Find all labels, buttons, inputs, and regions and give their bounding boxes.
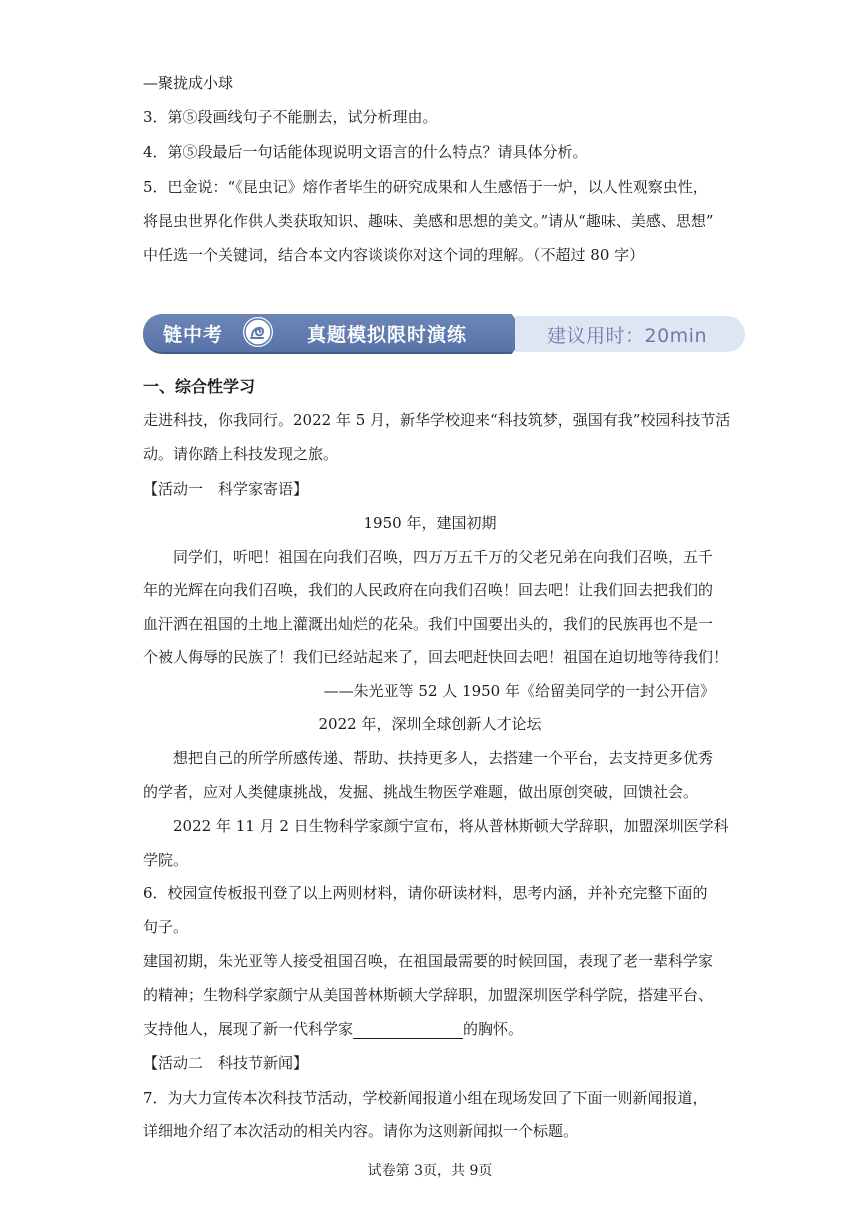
- material-2-line: 的学者，应对人类健康挑战，发掘、挑战生物医学难题，做出原创突破，回馈社会。: [143, 783, 699, 801]
- banner-suggested-time: 建议用时：20min: [547, 325, 708, 347]
- intro-line-2: 动。请你踏上科技发现之旅。: [143, 445, 339, 463]
- page-footer: 试卷第 3页，共 9页: [367, 1163, 493, 1179]
- question-6-line: 6．校园宣传板报刊登了以上两则材料，请你研读材料，思考内涵，并补充完整下面的: [143, 884, 708, 902]
- fill-text-after: 的胸怀。: [463, 1020, 524, 1038]
- question-7-line: 7．为大力宣传本次科技节活动，学校新闻报道小组在现场发回了下面一则新闻报道，: [143, 1089, 708, 1107]
- banner-title: 真题模拟限时演练: [307, 324, 468, 346]
- material-2-line: 想把自己的所学所感传递、帮助、扶持更多人，去搭建一个平台，去支持更多优秀: [173, 749, 714, 767]
- material-1-title: 1950 年，建国初期: [363, 514, 497, 532]
- swirl-icon: [243, 317, 273, 347]
- intro-line-1: 走进科技，你我同行。2022 年 5 月，新华学校迎来“科技筑梦，强国有我”校园科技节活: [143, 411, 731, 429]
- question-5-line-1: 5．巴金说：“《昆虫记》熔作者毕生的研究成果和人生感悟于一炉，以人性观察虫性，: [143, 178, 708, 196]
- activity-2-heading: 【活动二 科技节新闻】: [143, 1054, 309, 1072]
- question-6-line: 句子。: [143, 918, 189, 936]
- material-2-note: 2022 年 11 月 2 日生物科学家颜宁宣布，将从普林斯顿大学辞职，加盟深圳医学科: [173, 817, 729, 835]
- question-5-line-2: 将昆虫世界化作供人类获取知识、趣味、美感和思想的美文。”请从“趣味、美感、思想”: [143, 212, 714, 230]
- material-1-line: 同学们，听吧！祖国在向我们召唤，四万万五千万的父老兄弟在向我们召唤，五千: [173, 548, 714, 566]
- question-5-line-3: 中任选一个关键词，结合本文内容谈谈你对这个词的理解。（不超过 80 字）: [143, 246, 645, 264]
- activity-1-heading: 【活动一 科学家寄语】: [143, 480, 309, 498]
- material-1-signature: ——朱光亚等 52 人 1950 年《给留美同学的一封公开信》: [323, 682, 715, 700]
- text-line: —聚拢成小球: [143, 74, 234, 92]
- section-heading: 一、综合性学习: [143, 377, 256, 396]
- material-1-line: 个被人侮辱的民族了！我们已经站起来了，回去吧赶快回去吧！祖国在迫切地等待我们！: [143, 648, 729, 666]
- material-1-line: 年的光辉在向我们召唤，我们的人民政府在向我们召唤！回去吧！让我们回去把我们的: [143, 581, 714, 599]
- question-6-line: 的精神；生物科学家颜宁从美国普林斯顿大学辞职，加盟深圳医学科学院，搭建平台、: [143, 986, 714, 1004]
- question-6-fill-line: [143, 1019, 523, 1039]
- banner-right-panel: [515, 316, 745, 352]
- material-1-line: 血汗洒在祖国的土地上灌溉出灿烂的花朵。我们中国要出头的，我们的民族再也不是一: [143, 615, 714, 633]
- section-banner: [143, 314, 745, 354]
- material-2-note: 学院。: [143, 851, 189, 869]
- material-2-title: 2022 年，深圳全球创新人才论坛: [318, 715, 542, 733]
- question-7-line: 详细地介绍了本次活动的相关内容。请你为这则新闻拟一个标题。: [143, 1122, 579, 1140]
- question-4: 4．第⑤段最后一句话能体现说明文语言的什么特点？请具体分析。: [143, 143, 588, 161]
- question-3: 3．第⑤段画线句子不能删去，试分析理由。: [143, 108, 438, 126]
- answer-blank[interactable]: [353, 1022, 463, 1039]
- question-6-line: 建国初期，朱光亚等人接受祖国召唤，在祖国最需要的时候回国，表现了老一辈科学家: [143, 952, 714, 970]
- banner-tag: 链中考: [163, 324, 224, 346]
- fill-text-before: 支持他人，展现了新一代科学家: [143, 1020, 354, 1038]
